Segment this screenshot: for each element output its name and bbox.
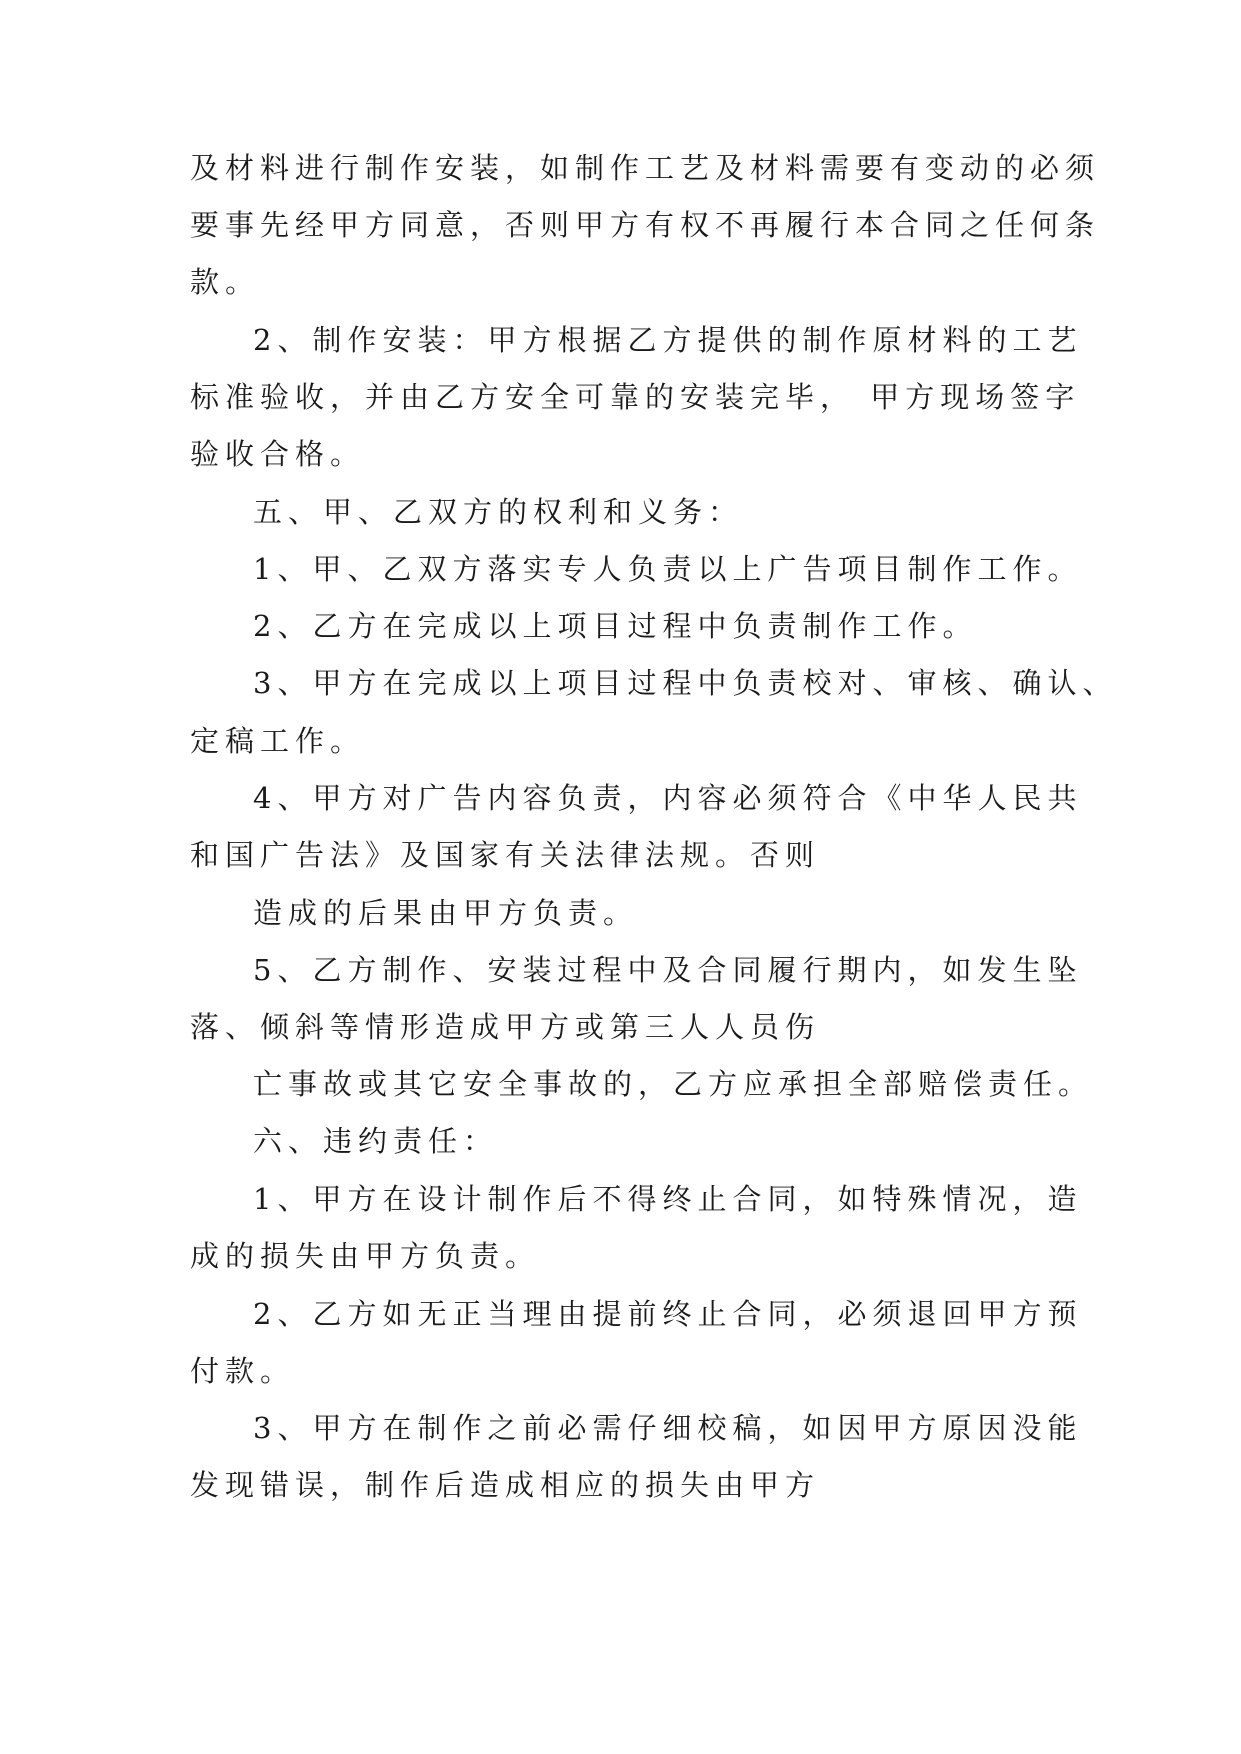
text-line: 3、甲方在完成以上项目过程中负责校对、审核、确认、 [253, 666, 1118, 700]
text-line: 亡事故或其它安全事故的，乙方应承担全部赔偿责任。 [253, 1067, 1094, 1101]
text-line: 定稿工作。 [190, 724, 366, 758]
text-line: 4、甲方对广告内容负责，内容必须符合《中华人民共 [253, 781, 1083, 815]
text-line: 标准验收，并由乙方安全可靠的安装完毕， 甲方现场签字 [190, 380, 1081, 414]
text-line: 款。 [190, 265, 261, 299]
text-line: 2、乙方如无正当理由提前终止合同，必须退回甲方预 [253, 1297, 1083, 1331]
text-line: 成的损失由甲方负责。 [190, 1239, 541, 1273]
text-line: 及材料进行制作安装，如制作工艺及材料需要有变动的必须 [190, 151, 1101, 185]
text-line: 和国广告法》及国家有关法律法规。否则 [190, 838, 821, 872]
text-line: 付款。 [190, 1354, 296, 1388]
text-line: 5、乙方制作、安装过程中及合同履行期内，如发生坠 [253, 953, 1083, 987]
text-line: 2、乙方在完成以上项目过程中负责制作工作。 [253, 609, 978, 643]
text-line: 要事先经甲方同意，否则甲方有权不再履行本合同之任何条 [190, 208, 1101, 242]
section-heading: 六、违约责任： [253, 1124, 499, 1158]
text-line: 造成的后果由甲方负责。 [253, 896, 639, 930]
section-heading: 五、甲、乙双方的权利和义务： [253, 495, 744, 529]
text-line: 落、倾斜等情形造成甲方或第三人人员伤 [190, 1010, 821, 1044]
text-line: 验收合格。 [190, 437, 366, 471]
text-line: 发现错误，制作后造成相应的损失由甲方 [190, 1468, 821, 1502]
text-line: 3、甲方在制作之前必需仔细校稿，如因甲方原因没能 [253, 1411, 1083, 1445]
text-line: 1、甲、乙双方落实专人负责以上广告项目制作工作。 [253, 552, 1083, 586]
text-line: 2、制作安装：甲方根据乙方提供的制作原材料的工艺 [253, 323, 1083, 357]
text-line: 1、甲方在设计制作后不得终止合同，如特殊情况，造 [253, 1182, 1083, 1216]
